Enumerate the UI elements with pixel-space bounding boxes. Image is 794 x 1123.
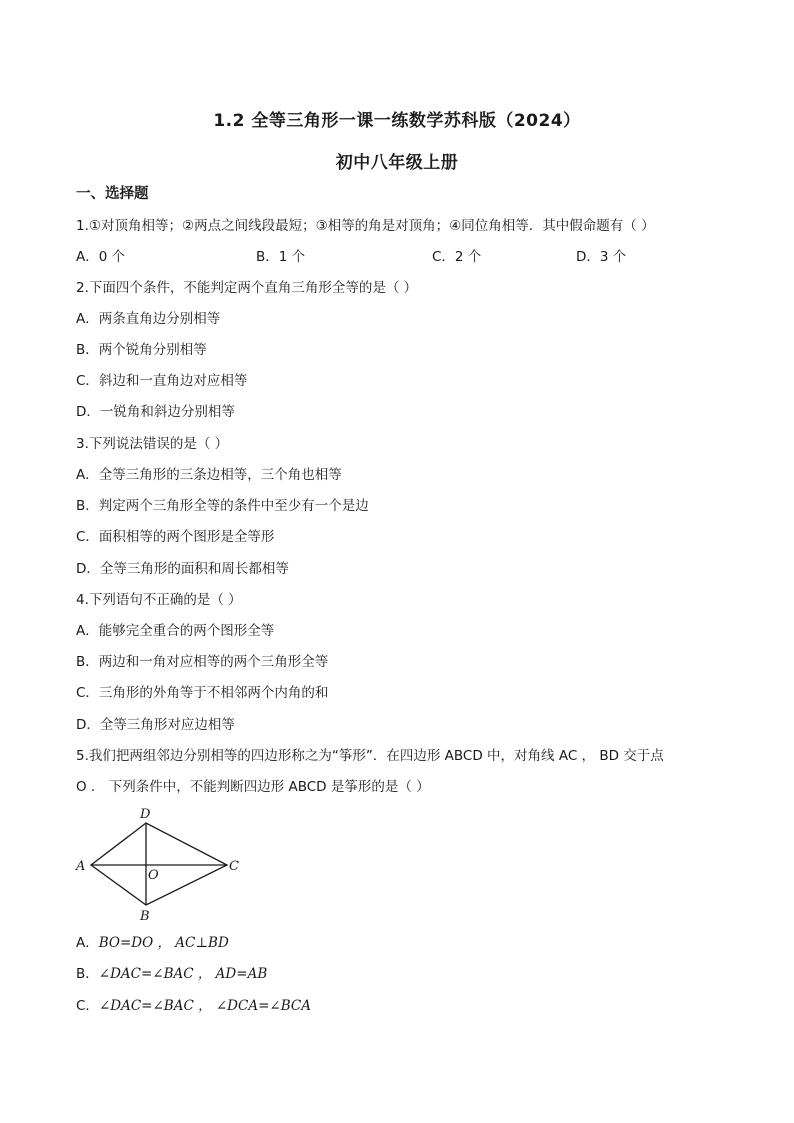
question-3-option-a: A．全等三角形的三条边相等，三个角也相等 <box>76 467 342 483</box>
question-5-stem-line-1: 5.我们把两组邻边分别相等的四边形称之为“筝形”．在四边形 ABCD 中，对角线 AC ， BD 交于点 <box>76 748 664 764</box>
document-subtitle: 初中八年级上册 <box>335 153 459 173</box>
question-1-option-d: D．3 个 <box>576 249 627 265</box>
kite-figure <box>74 803 246 925</box>
question-3-option-c: C．面积相等的两个图形是全等形 <box>76 529 275 545</box>
question-2-option-b: B．两个锐角分别相等 <box>76 342 207 358</box>
question-1-option-a: A．0 个 <box>76 249 126 265</box>
question-3-option-b: B．判定两个三角形全等的条件中至少有一个是边 <box>76 498 369 514</box>
label-o: O <box>148 868 159 883</box>
option-math: BO=DO ， AC⊥BD <box>98 935 229 951</box>
label-d: D <box>140 807 151 822</box>
question-5-stem-line-2: O ． 下列条件中，不能判断四边形 ABCD 是筝形的是（ ） <box>76 779 430 795</box>
question-4-option-a: A．能够完全重合的两个图形全等 <box>76 623 275 639</box>
question-5-option-a <box>76 933 229 953</box>
question-3-stem: 3.下列说法错误的是（ ） <box>76 436 229 452</box>
question-4-stem: 4.下列语句不正确的是（ ） <box>76 592 242 608</box>
option-letter: B． <box>76 966 99 982</box>
label-a: A <box>76 859 86 874</box>
label-b: B <box>140 909 150 924</box>
question-4-option-c: C．三角形的外角等于不相邻两个内角的和 <box>76 685 329 701</box>
kite-quadrilateral <box>91 823 227 905</box>
question-1-option-c: C．2 个 <box>432 249 482 265</box>
option-letter: A． <box>76 935 99 951</box>
document-title: 1.2 全等三角形一课一练数学苏科版（2024） <box>213 111 581 131</box>
question-3-option-d: D．全等三角形的面积和周长都相等 <box>76 561 289 577</box>
option-math: ∠DAC=∠BAC ， AD=AB <box>98 966 268 982</box>
question-1-stem: 1.①对顶角相等；②两点之间线段最短；③相等的角是对顶角；④同位角相等．其中假命题有（ ） <box>76 218 655 234</box>
question-2-option-a: A．两条直角边分别相等 <box>76 311 221 327</box>
question-5-option-c <box>76 996 311 1016</box>
question-2-option-c: C．斜边和一直角边对应相等 <box>76 373 248 389</box>
question-4-option-b: B．两边和一角对应相等的两个三角形全等 <box>76 654 329 670</box>
section-heading: 一、选择题 <box>76 186 149 202</box>
question-1-option-b: B．1 个 <box>256 249 306 265</box>
question-5-option-b <box>76 964 267 984</box>
question-2-stem: 2.下面四个条件，不能判定两个直角三角形全等的是（ ） <box>76 280 418 296</box>
option-letter: C． <box>76 998 99 1014</box>
question-2-option-d: D．一锐角和斜边分别相等 <box>76 404 235 420</box>
question-4-option-d: D．全等三角形对应边相等 <box>76 717 235 733</box>
label-c: C <box>229 859 239 874</box>
option-math: ∠DAC=∠BAC ， ∠DCA=∠BCA <box>98 998 311 1014</box>
